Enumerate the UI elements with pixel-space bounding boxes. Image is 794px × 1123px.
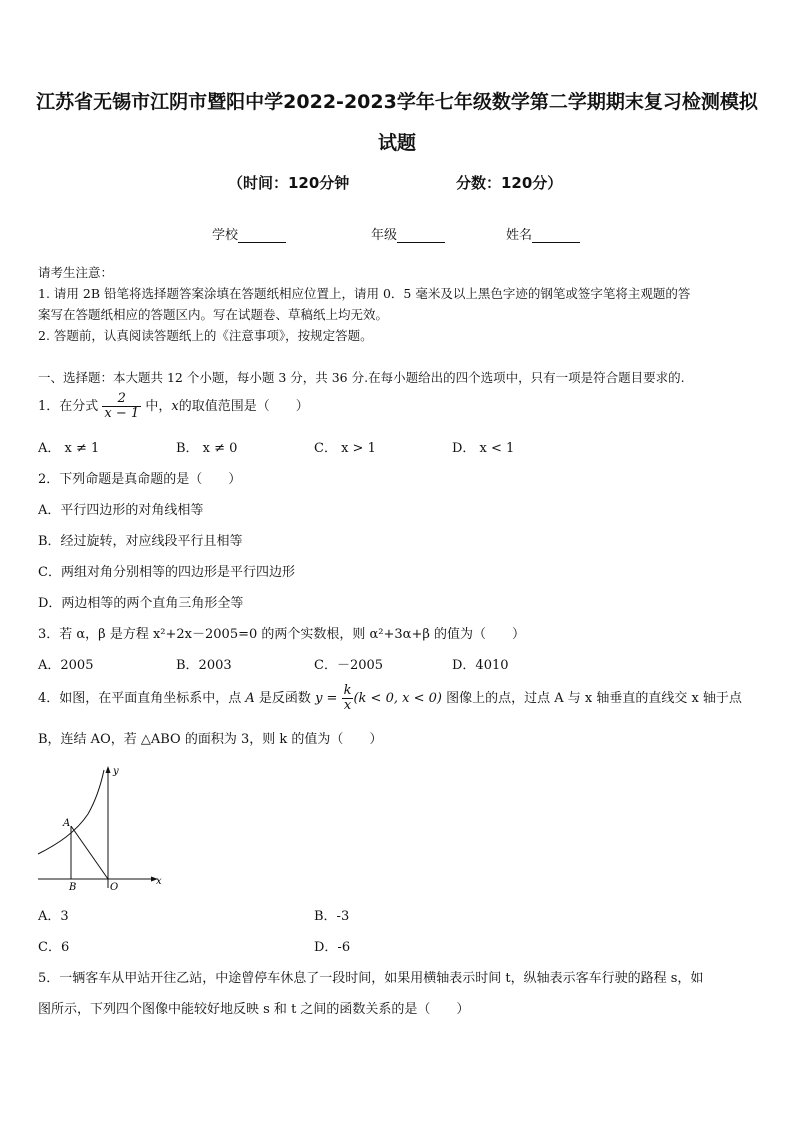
q1-frac-den: x − 1 (104, 406, 140, 421)
school-field (212, 224, 286, 243)
q4-option-b[interactable]: B．-3 (314, 909, 350, 924)
exam-score: 分数：120分） (456, 174, 563, 192)
q4-option-c[interactable]: C．6 (38, 940, 70, 955)
question-1 (38, 392, 309, 421)
q2-option-a[interactable]: A．平行四边形的对角线相等 (38, 503, 204, 518)
q3-option-c[interactable]: C．－2005 (314, 658, 384, 673)
notice-item-2: 2. 答题前，认真阅读答题纸上的《注意事项》，按规定答题。 (38, 328, 373, 343)
grade-field (371, 224, 445, 243)
q4-frac-num: k (343, 683, 352, 698)
label-x: x (156, 876, 162, 887)
name-field (506, 224, 580, 243)
q4-option-a[interactable]: A．3 (38, 909, 69, 924)
q4-text-c: 图像上的点，过点 A 与 x 轴垂直的直线交 x 轴于点 (441, 691, 742, 706)
label-o: O (110, 882, 119, 893)
school-label: 学校 (212, 228, 239, 243)
question-5-cont: 图所示，下列四个图像中能较好地反映 s 和 t 之间的函数关系的是（ ） (38, 1002, 470, 1017)
page-title: 江苏省无锡市江阴市暨阳中学2022-2023学年七年级数学第二学期期末复习检测模拟 (36, 91, 758, 113)
q4-frac-den: x (342, 698, 354, 713)
label-b: B (69, 882, 77, 893)
section-heading: 一、选择题：本大题共 12 个小题，每小题 3 分，共 36 分.在每小题给出的四个选项中，只有一项是符合题目要求的. (38, 370, 685, 385)
q1-option-a[interactable]: A． x ≠ 1 (38, 441, 100, 456)
exam-time: （时间：120分钟 (228, 174, 350, 192)
notice-heading: 请考生注意： (38, 265, 114, 280)
q2-option-b[interactable]: B．经过旋转，对应线段平行且相等 (38, 534, 243, 549)
q2-option-c[interactable]: C．两组对角分别相等的四边形是平行四边形 (38, 565, 295, 580)
q1-suffix-a: 中， (145, 399, 172, 414)
q4-text-b: 是反函数 (254, 691, 316, 706)
page-title-line2: 试题 (377, 132, 416, 154)
q2-option-d[interactable]: D．两边相等的两个直角三角形全等 (38, 596, 244, 611)
q4-fraction (342, 684, 354, 713)
question-2: 2．下列命题是真命题的是（ ） (38, 472, 242, 487)
notice-item-1-cont: 案写在答题纸相应的答题区内。写在试题卷、草稿纸上均无效。 (38, 307, 389, 322)
q1-prefix: 1．在分式 (38, 399, 99, 414)
q1-option-b[interactable]: B． x ≠ 0 (176, 441, 238, 456)
q4-text-a: 4．如图，在平面直角坐标系中，点 (38, 691, 246, 706)
question-4 (38, 684, 742, 713)
q4-fn-cond: (k < 0, x < 0) (353, 691, 442, 706)
y-axis-arrow (106, 766, 111, 773)
q1-frac-num: 2 (117, 391, 126, 406)
grade-label: 年级 (371, 228, 398, 243)
q3-option-d[interactable]: D．4010 (452, 658, 509, 673)
question-3: 3．若 α，β 是方程 x²+2x－2005=0 的两个实数根，则 α²+3α+β 的值为（ ） (38, 627, 525, 642)
notice-block (38, 262, 768, 346)
q4-option-d[interactable]: D．-6 (314, 940, 351, 955)
grade-blank[interactable] (397, 230, 445, 243)
question-4-cont: B，连结 AO，若 △ABO 的面积为 3，则 k 的值为（ ） (38, 732, 383, 747)
q1-suffix-b: 的取值范围是（ ） (178, 399, 309, 414)
name-label: 姓名 (506, 228, 533, 243)
q1-option-d[interactable]: D． x < 1 (452, 441, 515, 456)
q1-fraction (102, 392, 141, 421)
q3-option-a[interactable]: A．2005 (38, 658, 94, 673)
question-5: 5．一辆客车从甲站开往乙站，中途曾停车休息了一段时间，如果用横轴表示时间 t，纵轴表示客车行驶的路程 s，如 (38, 971, 704, 986)
label-a: A (63, 818, 71, 829)
q1-option-c[interactable]: C． x > 1 (314, 441, 376, 456)
q4-figure (36, 762, 172, 894)
school-blank[interactable] (238, 230, 286, 243)
segment-ao (71, 826, 108, 879)
q3-option-b[interactable]: B．2003 (176, 658, 232, 673)
notice-item-1: 1. 请用 2B 铅笔将选择题答案涂填在答题纸相应位置上，请用 0．5 毫米及以上黑色字迹的钢笔或签字笔将主观题的答 (38, 286, 691, 301)
name-blank[interactable] (532, 230, 580, 243)
label-y: y (113, 766, 119, 777)
q4-point-a: A (245, 691, 255, 706)
q1-var: x (171, 399, 179, 414)
q4-fn-y: y = (315, 691, 338, 706)
